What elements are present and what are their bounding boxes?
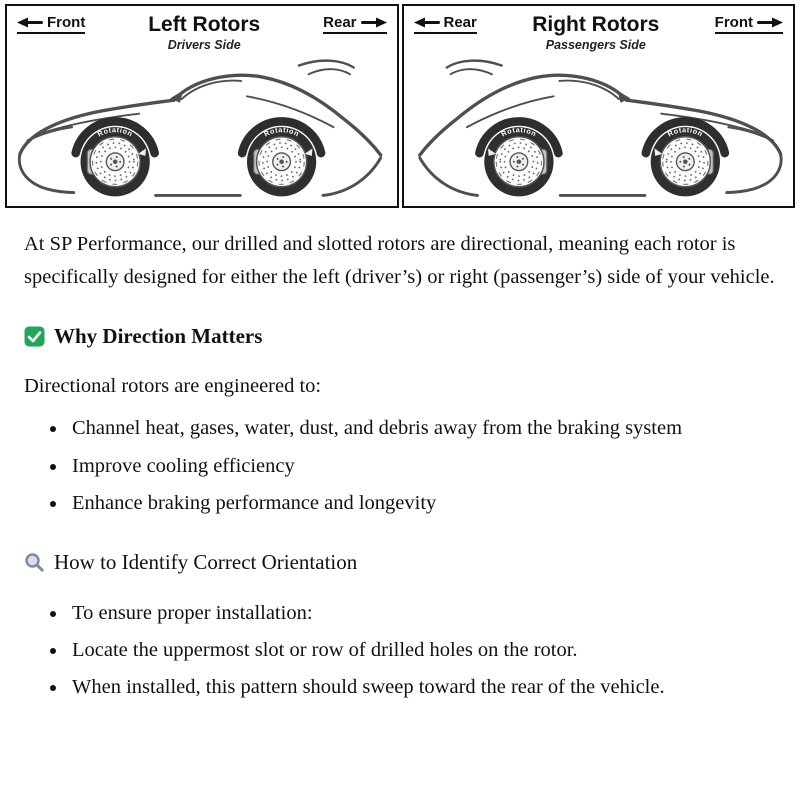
check-icon [24,326,45,347]
rotation-label-text: Rotation [665,125,705,139]
article-body [0,228,800,704]
section-heading-identify-orientation [24,550,776,575]
front-label-text: Front [47,14,86,31]
list-item: • Enhance braking performance and longevity [68,487,772,519]
arrow-left-icon [17,17,44,28]
rotation-label-text: Rotation [95,125,135,139]
section-lead: Directional rotors are engineered to: [24,375,322,398]
rotation-label-text: Rotation [499,125,538,139]
list-item: • To ensure proper installation: [68,597,772,629]
panel-title: Left Rotors [148,13,261,36]
arrow-left-icon [414,17,441,28]
diagram-panel-left [5,4,399,208]
car-illustration-left [7,54,397,206]
panel-subtitle: Passengers Side [545,38,646,53]
orientation-steps-list [24,597,776,704]
rear-label-text: Rear [323,14,357,31]
list-item: • When installed, this pattern should sweep toward the rear of the vehicle. [68,671,772,703]
front-direction-label [17,14,85,34]
panel-title: Right Rotors [532,13,660,36]
right-panel-titles [477,14,715,52]
magnifier-icon [24,552,45,573]
front-direction-label [715,14,783,34]
rear-direction-label [323,14,386,34]
section-title: How to Identify Correct Orientation [54,549,358,574]
section-title: Why Direction Matters [54,324,263,349]
car-illustration-right [404,54,794,206]
front-label-text: Front [714,14,753,31]
list-item: • Channel heat, gases, water, dust, and debris away from the braking system [68,412,772,444]
arrow-right-icon [360,17,387,28]
rear-direction-label [414,14,477,34]
arrow-right-icon [756,17,783,28]
list-item: • Locate the uppermost slot or row of drilled holes on the rotor. [68,634,772,666]
direction-benefits-list [24,412,776,519]
left-panel-header [7,6,397,52]
diagram-panel-right [402,4,796,208]
panel-subtitle: Drivers Side [167,38,241,53]
rear-label-text: Rear [443,14,477,31]
rotation-label-text: Rotation [262,125,301,139]
right-panel-header [404,6,794,52]
intro-paragraph: At SP Performance, our drilled and slotted rotors are directional, meaning each rotor is specifically designed for either the left (driver’s) or right (passenger’s) side of your vehicle. [24,233,775,289]
section-heading-why-direction-matters [24,324,776,349]
list-item: • Improve cooling efficiency [68,450,772,482]
rotor-diagram [5,4,795,208]
left-panel-titles [85,14,323,52]
